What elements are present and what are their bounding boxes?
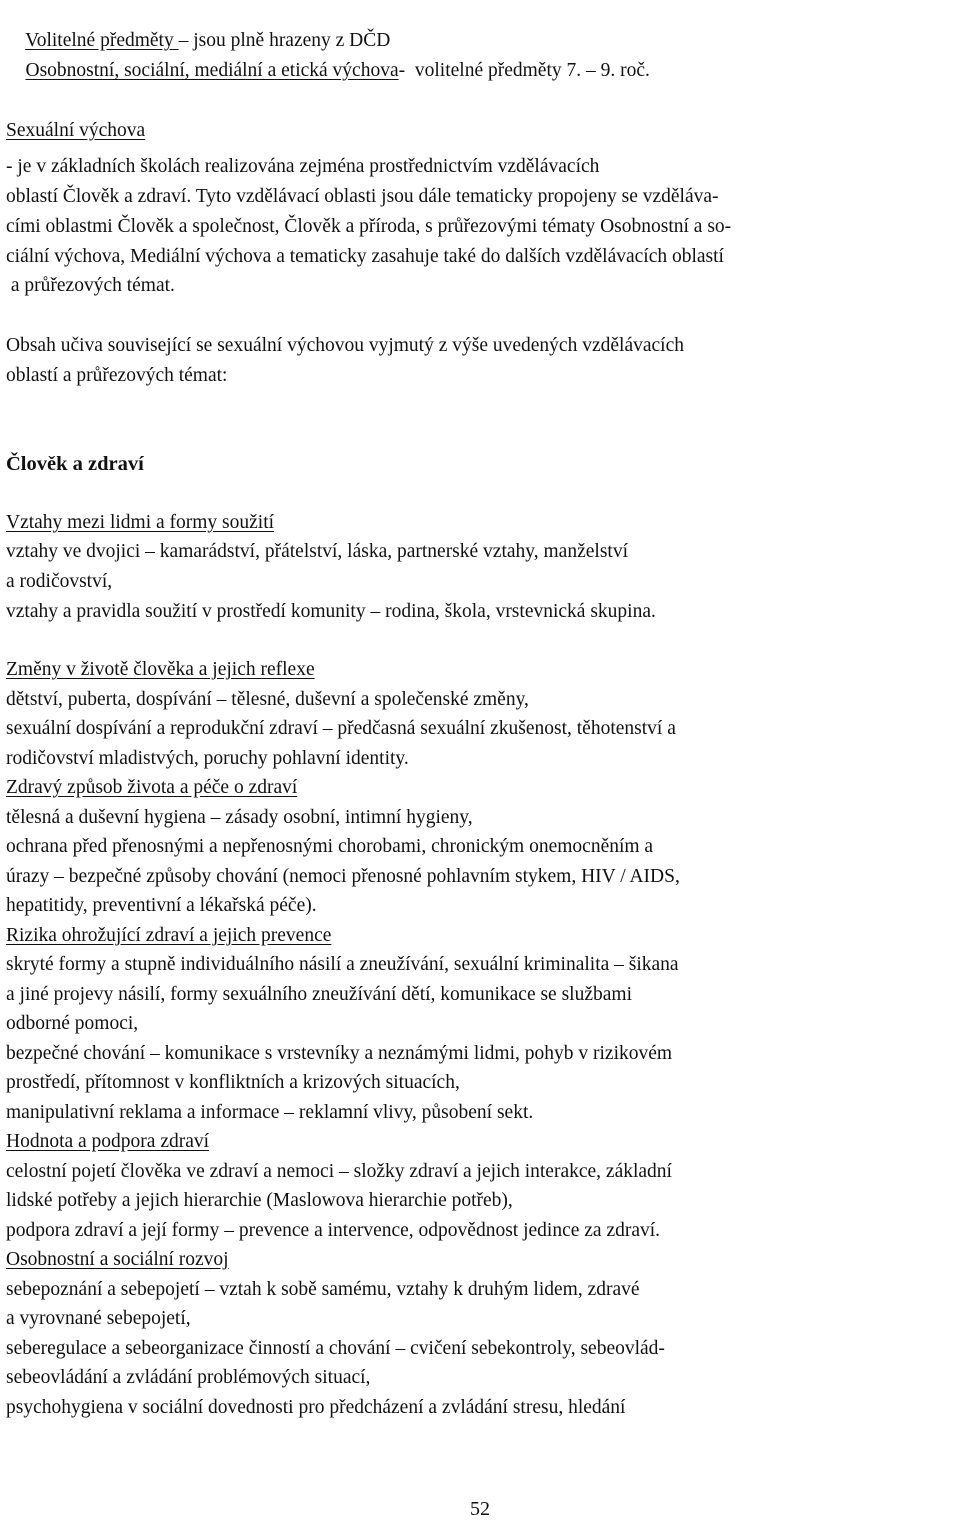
topic-title: Změny v životě člověka a jejich reflexe bbox=[6, 659, 315, 680]
topic-line: vztahy ve dvojici – kamarádství, přátelství, láska, partnerské vztahy, manželství bbox=[6, 541, 628, 562]
topic-line: ochrana před přenosnými a nepřenosnými chorobami, chronickým onemocněním a bbox=[6, 836, 654, 857]
sexual-para2-line: oblastí a průřezových témat: bbox=[6, 365, 228, 386]
topic-line: a rodičovství, bbox=[6, 571, 113, 592]
section-heading: Člověk a zdraví bbox=[6, 453, 144, 475]
topic-line: lidské potřeby a jejich hierarchie (Maslowova hierarchie potřeb), bbox=[6, 1190, 513, 1211]
topic-line: vztahy a pravidla soužití v prostředí komunity – rodina, škola, vrstevnická skupina. bbox=[6, 601, 656, 622]
sexual-para2-line: Obsah učiva související se sexuální výchovou vyjmutý z výše uvedených vzdělávacích bbox=[6, 335, 684, 356]
topic-line: sexuální dospívání a reprodukční zdraví – předčasná sexuální zkušenost, těhotenství a bbox=[6, 718, 676, 739]
sexual-para1-line: a průřezových témat. bbox=[6, 275, 175, 296]
topic-line: prostředí, přítomnost v konfliktních a krizových situacích, bbox=[6, 1072, 460, 1093]
topic-line: a jiné projevy násilí, formy sexuálního zneužívání dětí, komunikace se službami bbox=[6, 984, 632, 1005]
topic-line: dětství, puberta, dospívání – tělesné, duševní a společenské změny, bbox=[6, 689, 529, 710]
topic-line: bezpečné chování – komunikace s vrstevníky a neznámými lidmi, pohyb v rizikovém bbox=[6, 1043, 673, 1064]
topic-line: sebepoznání a sebepojetí – vztah k sobě samému, vztahy k druhým lidem, zdravé bbox=[6, 1279, 640, 1300]
topic-line: a vyrovnané sebepojetí, bbox=[6, 1308, 191, 1329]
topic-line: tělesná a duševní hygiena – zásady osobní, intimní hygieny, bbox=[6, 807, 473, 828]
topic-line: celostní pojetí člověka ve zdraví a nemoci – složky zdraví a jejich interakce, základní bbox=[6, 1161, 672, 1182]
topic-title: Zdravý způsob života a péče o zdraví bbox=[6, 777, 298, 798]
sexual-para1-line: oblastí Člověk a zdraví. Tyto vzdělávací oblasti jsou dále tematicky propojeny se vzděláva- bbox=[6, 186, 719, 207]
sexual-para1-line: cími oblastmi Člověk a společnost, Člověk a příroda, s průřezovými tématy Osobnostní a so- bbox=[6, 216, 732, 237]
topic-line: skryté formy a stupně individuálního násilí a zneužívání, sexuální kriminalita – šikana bbox=[6, 954, 679, 975]
topic-line: hepatitidy, preventivní a lékařská péče). bbox=[6, 895, 317, 916]
elective-subjects-heading: Volitelné předměty bbox=[25, 30, 179, 51]
topic-line: psychohygiena v sociální dovednosti pro předcházení a zvládání stresu, hledání bbox=[6, 1397, 626, 1418]
topic-title: Osobnostní a sociální rozvoj bbox=[6, 1249, 229, 1270]
topic-line: manipulativní reklama a informace – reklamní vlivy, působení sekt. bbox=[6, 1102, 534, 1123]
sexual-para1-line: - je v základních školách realizována zejména prostřednictvím vzdělávacích bbox=[6, 156, 600, 177]
topic-line: úrazy – bezpečné způsoby chování (nemoci přenosné pohlavním stykem, HIV / AIDS, bbox=[6, 866, 680, 887]
sexual-para1-line: ciální výchova, Mediální výchova a tematicky zasahuje také do dalších vzdělávacích oblastí bbox=[6, 246, 724, 267]
topic-title: Vztahy mezi lidmi a formy soužití bbox=[6, 512, 275, 533]
topic-line: podpora zdraví a její formy – prevence a intervence, odpovědnost jedince za zdraví. bbox=[6, 1220, 661, 1241]
topic-line: odborné pomoci, bbox=[6, 1013, 139, 1034]
topic-line: seberegulace a sebeorganizace činností a chování – cvičení sebekontroly, sebeovlád- bbox=[6, 1338, 665, 1359]
topic-line: sebeovládání a zvládání problémových situací, bbox=[6, 1367, 371, 1388]
topic-line: rodičovství mladistvých, poruchy pohlavní identity. bbox=[6, 748, 409, 769]
elective-subjects-text: – jsou plně hrazeny z DČD bbox=[178, 30, 391, 51]
sexual-education-heading: Sexuální výchova bbox=[6, 120, 146, 141]
topic-title: Hodnota a podpora zdraví bbox=[6, 1131, 210, 1152]
osv-heading: Osobnostní, sociální, mediální a etická výchova bbox=[25, 60, 399, 81]
page-number: 52 bbox=[470, 1498, 490, 1520]
osv-text: - volitelné předměty 7. – 9. roč. bbox=[398, 60, 650, 81]
topic-title: Rizika ohrožující zdraví a jejich prevence bbox=[6, 925, 332, 946]
intro-line-2 bbox=[6, 32, 650, 110]
